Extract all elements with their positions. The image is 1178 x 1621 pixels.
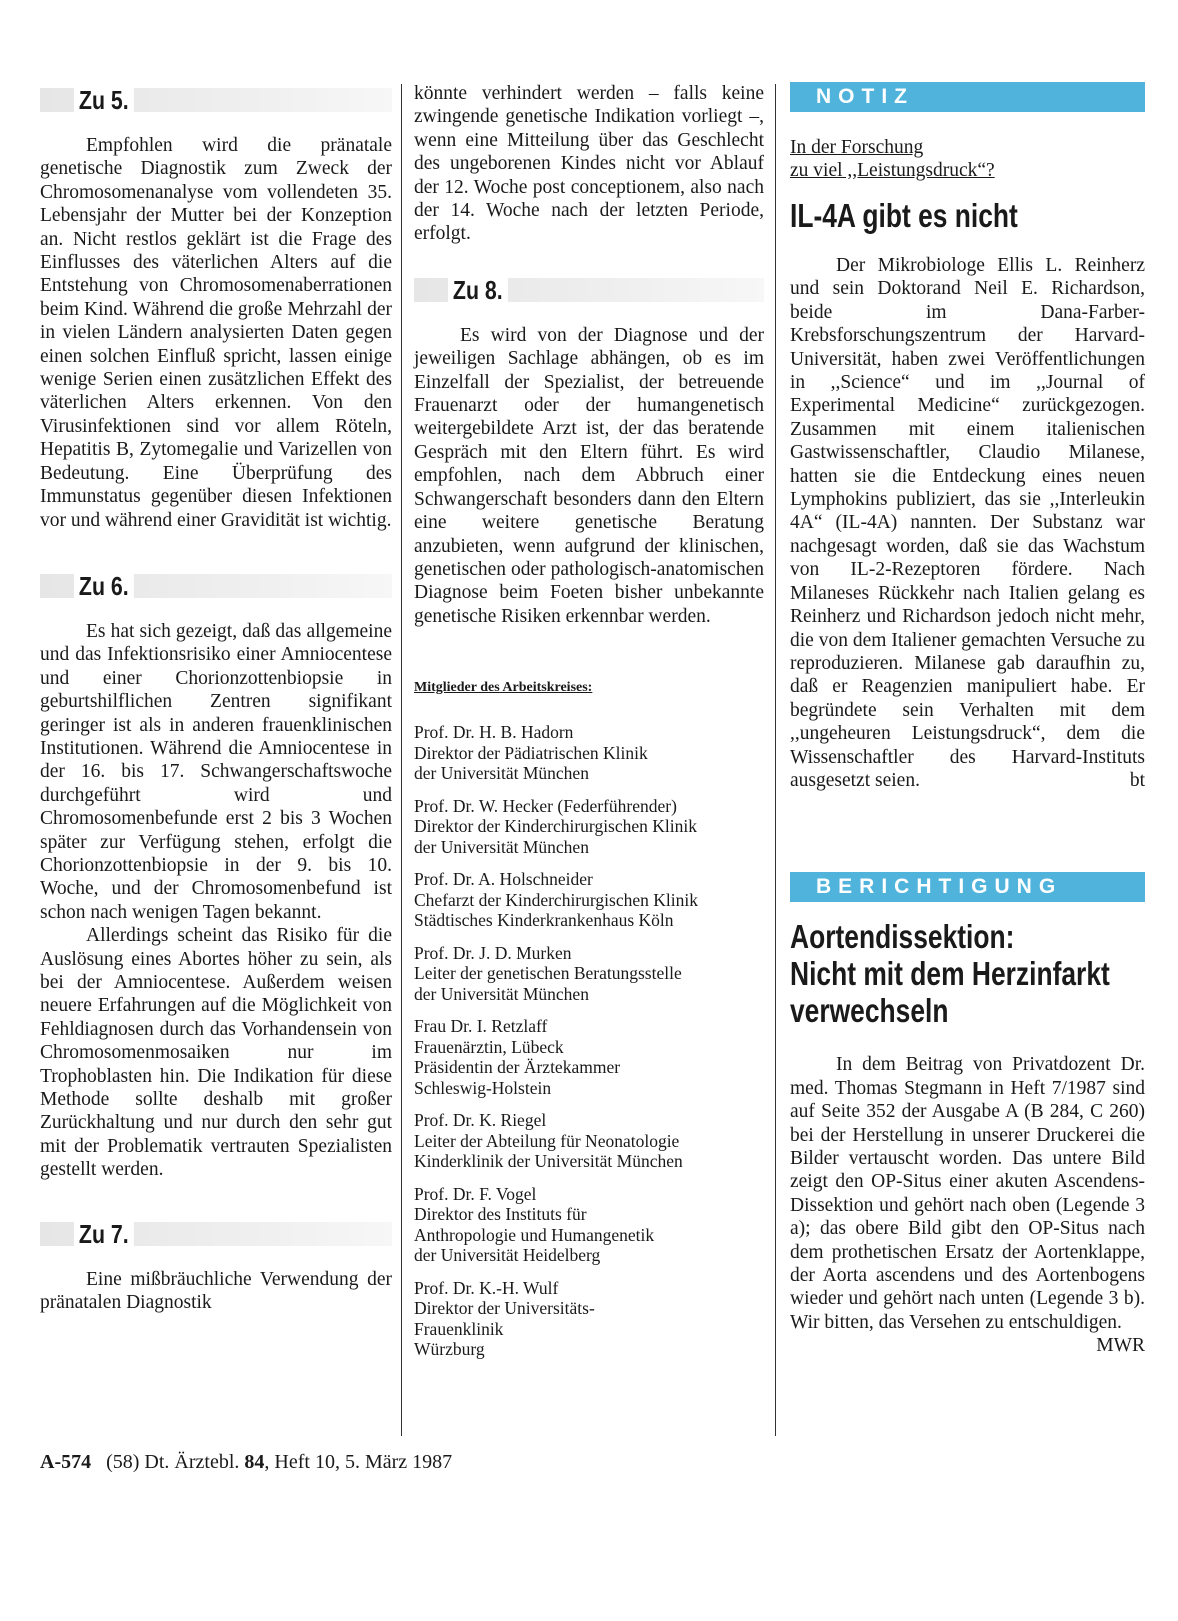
member-7 (414, 1184, 764, 1266)
heading-label: Zu 5. (74, 82, 134, 118)
paragraph-zu5: Empfohlen wird die pränatale genetische Diagnostik zum Zweck der Chromosomenanalyse vom vollendeten 35. Lebensjahr der Mutter bei der Konzeption an. Nicht restlos geklärt ist die Frage des Einflusses des väterlichen Alters auf die Entstehung von Chromosomenaberrationen beim Kind. Während die große Mehrzahl der in vielen Ländern analysierten Daten gegen einen solchen Einfluß spricht, lassen einige wenige Serien einen zusätzlichen Effekt des väterlichen Alters erkennen. Von den Virusinfektionen sind vor allem Röteln, Hepatitis B, Zytomegalie und Varizellen von Bedeutung. Eine Überprüfung des Immunstatus gegenüber diesen Infektionen vor und während einer Gravidität ist wichtig. (40, 135, 392, 531)
column-rule-left (401, 84, 402, 1436)
paragraph-zu7-continued: könnte verhindert werden – falls keine zwingende genetische Indikation vorliegt –, wenn eine Mitteilung über das Geschlecht des ungeborenen Kindes nicht vor Ablauf der 12. Woche post conceptionem, also nach der 14. Woche nach der letzten Periode, erfolgt. (414, 83, 764, 245)
berichtigung-signature: MWR (1096, 1335, 1145, 1357)
page-number: A-574 (40, 1451, 92, 1473)
member-line: der Universität München (414, 983, 589, 1004)
member-line: Frauenklinik (414, 1318, 504, 1339)
member-line: Direktor des Instituts für (414, 1204, 587, 1225)
section-heading-zu5 (40, 82, 392, 118)
section-heading-zu8 (414, 272, 764, 308)
member-2 (414, 796, 764, 858)
notiz-kicker (790, 136, 1145, 182)
member-name: Prof. Dr. F. Vogel (414, 1183, 537, 1204)
member-line: Leiter der Abteilung für Neonatologie (414, 1130, 680, 1151)
member-name: Prof. Dr. K.-H. Wulf (414, 1277, 559, 1298)
notiz-title: IL-4A gibt es nicht (790, 197, 1018, 234)
page-footer (40, 1450, 452, 1474)
member-line: Anthropologie und Humangenetik (414, 1224, 655, 1245)
heading-label: Zu 7. (74, 1216, 134, 1252)
member-4 (414, 943, 764, 1005)
notiz-text: Der Mikrobiologe Ellis L. Reinherz und sein Doktorand Neil E. Richardson, beide im Dana-Farber-Krebsforschungszentrum der Harvard-Universität, haben zwei Veröffentlichungen in ,,Science“ und im ,,Journal of Experimental Medicine“ zurückgezogen. Zusammen mit einem italienischen Gastwissenschaftler, Claudio Milanese, hatten sie die Entdeckung eines neuen Lymphokins publiziert, das sie ,,Interleukin 4A“ (IL-4A) nannten. Der Substanz war nachgesagt worden, daß sie das Wachstum von IL-2-Rezeptoren fördere. Nach Milaneses Rückkehr nach Italien gelang es Reinherz und Richardson jedoch nicht mehr, die von dem Italiener gemachten Versuche zu reproduzieren. Milanese gab daraufhin zu, daß er Reagenzien manipuliert habe. Er begründete sein Verhalten mit dem ,,ungeheuren Leistungsdruck“, dem die Wissenschaftler des Harvard-Instituts ausgesetzt seien. (790, 255, 1145, 791)
member-name: Prof. Dr. W. Hecker (Federführender) (414, 795, 677, 816)
member-8 (414, 1278, 764, 1360)
member-name: Prof. Dr. K. Riegel (414, 1110, 547, 1131)
member-line: Direktor der Pädiatrischen Klinik (414, 742, 648, 763)
footer-volume: 84 (244, 1451, 265, 1473)
notiz-category-bar: NOTIZ (790, 82, 1145, 112)
paragraph-zu8: Es wird von der Diagnose und der jeweiligen Sachlage abhängen, ob es im Einzelfall der Spezialist, der betreuende Frauenarzt oder der humangenetisch weitergebildete Arzt ist, der das beratende Gespräch mit den Eltern führt. Es wird empfohlen, nach dem Abbruch einer Schwangerschaft besonders dann den Eltern eine weitere genetische Beratung anzubieten, wenn aufgrund der klinischen, genetischen oder pathologisch-anatomischen Diagnose beim Foeten bisher unbekannte genetische Risiken erkennbar werden. (414, 324, 764, 627)
member-line: Städtisches Kinderkrankenhaus Köln (414, 910, 674, 931)
paragraph-zu7: Eine mißbräuchliche Verwendung der pränatalen Diagnostik (40, 1268, 392, 1314)
member-line: der Universität München (414, 763, 589, 784)
notiz-paragraph (790, 254, 1145, 792)
berichtigung-title (790, 918, 1145, 1029)
footer-issue: , Heft 10, 5. März 1987 (264, 1451, 453, 1473)
berichtigung-text: In dem Beitrag von Privatdozent Dr. med. Thomas Stegmann in Heft 7/1987 sind auf Seite 352 der Ausgabe A (B 284, C 260) bei der Herstellung in unserer Druckerei die Bilder vertauscht worden. Das untere Bild zeigt den OP-Situs einer akuten Ascendens-Dissektion und gehört nach oben (Legende 3 a); das obere Bild gibt den OP-Situs nach dem prothetischen Ersatz der Aortenklappe, der Aorta ascendens und des Aortenbogens wieder und gehört nach unten (Legende 3 b). Wir bitten, das Versehen zu entschuldigen. (790, 1054, 1145, 1333)
member-name: Prof. Dr. A. Holschneider (414, 869, 593, 890)
title-line-2: Nicht mit dem Herzinfarkt (790, 955, 1110, 993)
member-5 (414, 1016, 764, 1098)
heading-label: Zu 6. (74, 568, 134, 604)
title-line-1: Aortendissektion: (790, 918, 1015, 956)
title-line-3: verwechseln (790, 992, 949, 1030)
berichtigung-paragraph (790, 1053, 1145, 1357)
member-1 (414, 722, 764, 784)
member-name: Prof. Dr. H. B. Hadorn (414, 722, 574, 743)
member-line: Leiter der genetischen Beratungsstelle (414, 963, 682, 984)
section-heading-zu7 (40, 1216, 392, 1252)
members-title: Mitglieder des Arbeitskreises: (414, 680, 593, 696)
member-6 (414, 1110, 764, 1172)
section-heading-zu6 (40, 568, 392, 604)
member-line: Chefarzt der Kinderchirurgischen Klinik (414, 889, 698, 910)
column-3 (790, 82, 1145, 1358)
column-1 (40, 82, 392, 1314)
member-line: Frauenärztin, Lübeck (414, 1036, 564, 1057)
paragraph-zu6-1: Es hat sich gezeigt, daß das allgemeine und das Infektionsrisiko einer Amniocentese und einer Chorionzottenbiopsie in geburtshilflichen Zentren signifikant geringer ist als in anderen frauenklinischen Institutionen. Während die Amniocentese in der 16. bis 17. Schwangerschaftswoche durchgeführt wird und Chromosomenbefunde erst 2 bis 3 Wochen später zur Verfügung stehen, erfolgt die Chorionzottenbiopsie in der 9. bis 10. Woche, und der Chromosomenbefund ist schon nach wenigen Tagen bekannt. (40, 620, 392, 923)
footer-journal: (58) Dt. Ärztebl. (106, 1451, 240, 1473)
member-line: der Universität München (414, 836, 589, 857)
member-line: Kinderklinik der Universität München (414, 1151, 683, 1172)
member-3 (414, 869, 764, 931)
kicker-line-2: zu viel ,,Leistungsdruck“? (790, 160, 995, 181)
member-line: Präsidentin der Ärztekammer (414, 1057, 621, 1078)
member-name: Prof. Dr. J. D. Murken (414, 942, 572, 963)
notiz-signature: bt (1129, 769, 1145, 791)
member-line: der Universität Heidelberg (414, 1245, 601, 1266)
member-line: Schleswig-Holstein (414, 1077, 552, 1098)
member-line: Direktor der Universitäts- (414, 1298, 595, 1319)
column-2 (414, 82, 764, 1372)
paragraph-zu6-2: Allerdings scheint das Risiko für die Auslösung eines Abortes höher zu sein, als bei der Amniocentese. Außerdem weisen neuere Erfahrungen auf die Möglichkeit von Fehldiagnosen durch das Vorhandensein von Chromosomenmosaiken nur im Trophoblasten hin. Die Indikation für diese Methode sollte deshalb mit großer Zurückhaltung und nur durch den sehr gut mit der Problematik vertrauten Spezialisten gestellt werden. (40, 925, 392, 1181)
member-line: Würzburg (414, 1339, 485, 1360)
berichtigung-category-bar: BERICHTIGUNG (790, 872, 1145, 902)
member-line: Direktor der Kinderchirurgischen Klinik (414, 816, 697, 837)
heading-label: Zu 8. (448, 272, 508, 308)
kicker-line-1: In der Forschung (790, 137, 924, 158)
column-rule-right (775, 84, 776, 1436)
member-name: Frau Dr. I. Retzlaff (414, 1016, 548, 1037)
